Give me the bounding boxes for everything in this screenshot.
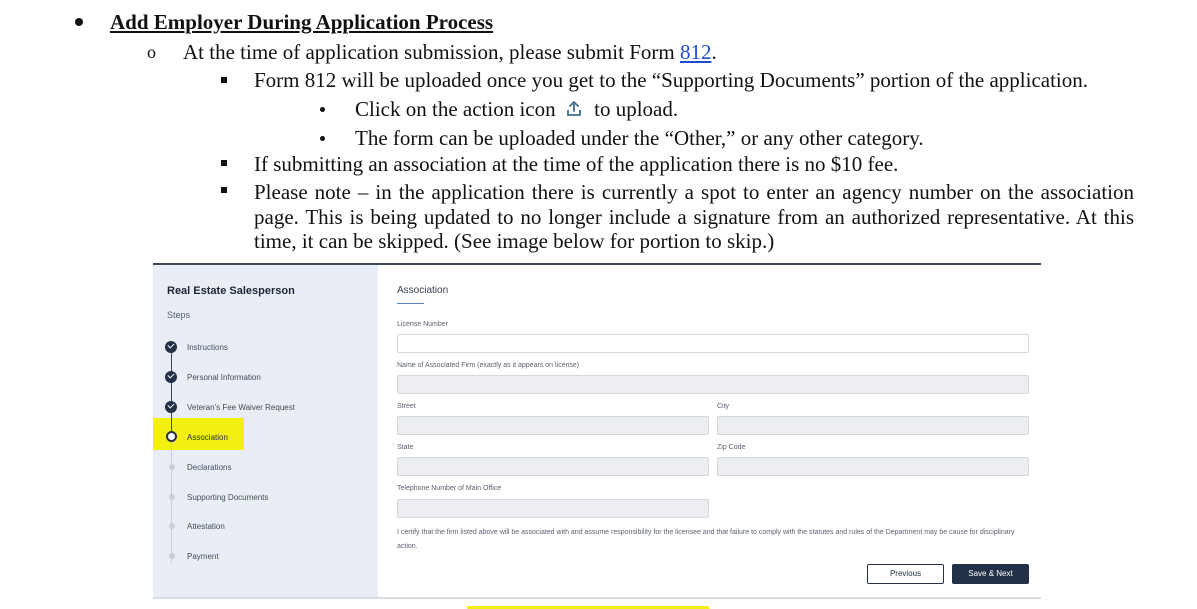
license-number-input[interactable] [397, 334, 1029, 353]
city-input[interactable] [717, 416, 1029, 435]
step-current-icon [166, 431, 177, 442]
step-instructions[interactable]: Instructions [187, 343, 228, 352]
previous-button[interactable]: Previous [867, 564, 944, 584]
form-812-link[interactable]: 812 [679, 40, 712, 64]
sub-sub-item-category: The form can be uploaded under the “Other,” or any other category. [355, 126, 924, 150]
steps-sidebar [153, 265, 378, 597]
certify-text: I certify that the firm listed above will be associated with and assume responsibility for the licensee and that failure to comply with the statutes and rules of the Department may be cause for disciplinary action. [397, 529, 1015, 550]
license-number-label: License Number [397, 321, 448, 328]
level3-bullet [221, 160, 227, 166]
item-submit-form [183, 40, 717, 64]
step-future-icon [169, 494, 175, 500]
application-screenshot [153, 263, 1041, 599]
step-done-icon [165, 401, 177, 413]
save-next-button[interactable]: Save & Next [952, 564, 1029, 584]
street-input[interactable] [397, 416, 709, 435]
level4-bullet [320, 107, 325, 112]
level3-bullet [221, 77, 227, 83]
step-future-icon [169, 464, 175, 470]
section-heading: Add Employer During Application Process [110, 10, 494, 34]
sub-sub-item-action-icon [355, 97, 678, 121]
zip-code-input[interactable] [717, 457, 1029, 476]
phone-input[interactable] [397, 499, 709, 518]
sidebar-subtitle: Steps [167, 310, 191, 320]
section-title: Association [397, 285, 449, 296]
step-veterans-fee-waiver[interactable]: Veteran's Fee Waiver Request [187, 403, 295, 412]
sub-item-please-note: Please note – in the application there is currently a spot to enter an agency number on the association page. This is being updated to no longer include a signature from an authorized representative. At this time, it can be skipped. (See image below for portion to skip.) [254, 180, 1134, 253]
state-input[interactable] [397, 457, 709, 476]
screenshot-bottom-border [153, 597, 1041, 599]
firm-name-label: Name of Associated Firm (exactly as it appears on license) [397, 362, 580, 369]
step-declarations[interactable]: Declarations [187, 463, 232, 472]
step-supporting-documents[interactable]: Supporting Documents [187, 493, 269, 502]
city-label: City [717, 403, 730, 410]
level2-bullet: o [147, 42, 156, 62]
section-title-underline [397, 303, 424, 304]
zip-code-label: Zip Code [717, 444, 746, 451]
level3-bullet [221, 187, 227, 193]
level1-bullet [75, 18, 83, 26]
step-done-icon [165, 371, 177, 383]
sub-item-upload-info: Form 812 will be uploaded once you get to the “Supporting Documents” portion of the application. [254, 68, 1089, 92]
firm-name-input[interactable] [397, 375, 1029, 394]
step-done-icon [165, 341, 177, 353]
step-future-icon [169, 553, 175, 559]
step-connector [171, 353, 172, 437]
step-personal-information[interactable]: Personal Information [187, 373, 261, 382]
sub-item-no-fee: If submitting an association at the time of the application there is no $10 fee. [254, 152, 899, 176]
item-submit-form-end: . [711, 40, 717, 64]
step-payment[interactable]: Payment [187, 552, 219, 561]
action-icon-text-after: to upload. [594, 97, 679, 121]
step-association[interactable]: Association [187, 433, 228, 442]
phone-label: Telephone Number of Main Office [397, 485, 502, 492]
step-future-icon [169, 523, 175, 529]
sidebar-title: Real Estate Salesperson [167, 285, 295, 297]
action-icon-text-before: Click on the action icon [355, 97, 556, 121]
item-submit-form-text: At the time of application submission, please submit Form [183, 40, 680, 64]
street-label: Street [397, 403, 416, 410]
upload-icon [565, 99, 583, 117]
state-label: State [397, 444, 414, 451]
step-attestation[interactable]: Attestation [187, 522, 225, 531]
level4-bullet [320, 136, 325, 141]
step-connector [171, 441, 172, 563]
